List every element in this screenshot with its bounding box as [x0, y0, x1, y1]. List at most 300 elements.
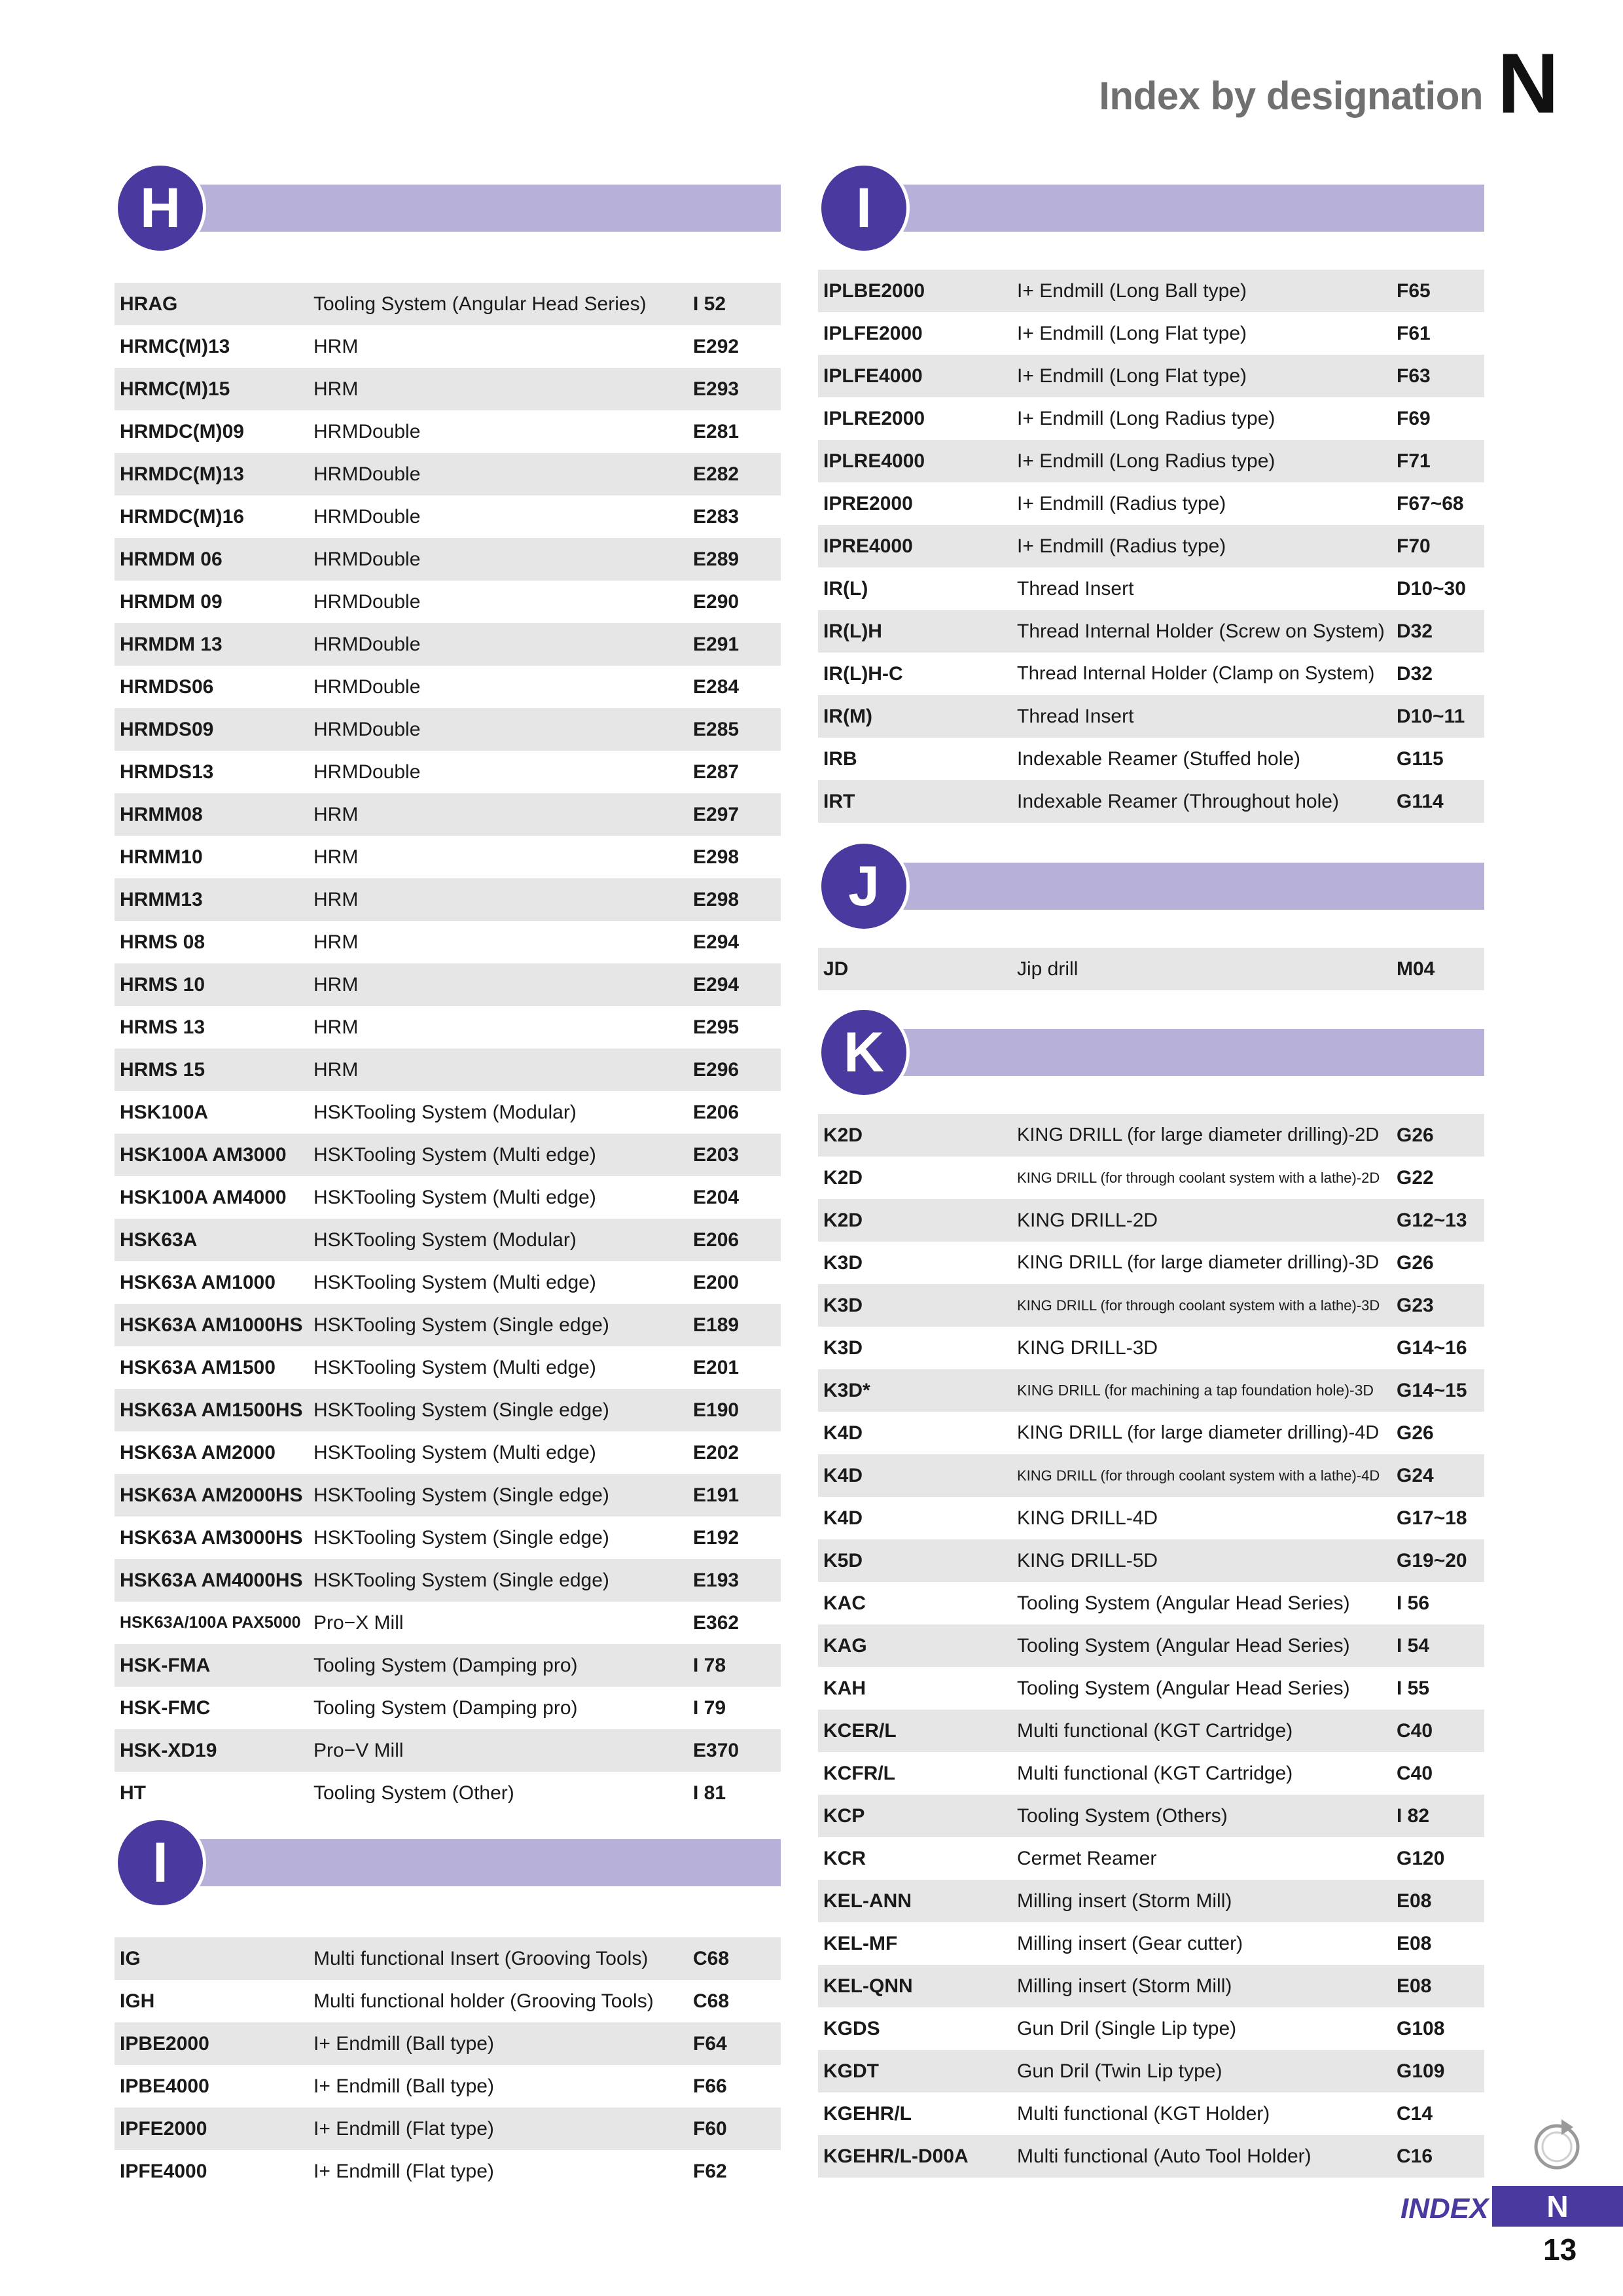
section-letter-badge: K [818, 1007, 910, 1098]
designation-cell: HSK-FMC [120, 1696, 211, 1719]
designation-cell: HRMS 10 [115, 963, 308, 1006]
table-row [115, 1729, 781, 1772]
section-letter-badge: H [115, 162, 206, 254]
description-cell: KING DRILL (for through coolant system with a lathe)-3D [1012, 1284, 1391, 1327]
table-row [818, 780, 1484, 823]
page-ref-cell: G14~15 [1391, 1369, 1484, 1412]
table-row [818, 2092, 1484, 2135]
page-ref-cell: I 79 [693, 1696, 726, 1719]
table-row [115, 1219, 781, 1261]
table-row [818, 1114, 1484, 1157]
section-bar [173, 185, 781, 232]
page-ref-cell: F67~68 [1397, 492, 1464, 514]
table-row [818, 2135, 1484, 2178]
designation-cell: HSK100A AM4000 [120, 1186, 287, 1208]
description-cell: Tooling System (Damping pro) [308, 1644, 688, 1687]
table-row [115, 283, 781, 325]
description-cell: Thread Internal Holder (Clamp on System) [1017, 663, 1375, 684]
designation-cell: IPFE2000 [115, 2108, 308, 2150]
table-row [818, 2050, 1484, 2092]
table-row [115, 1049, 781, 1091]
table-row [115, 1389, 781, 1431]
index-table [115, 283, 781, 1814]
table-row [115, 1346, 781, 1389]
designation-cell: IGH [120, 1990, 155, 2012]
table-row [115, 2150, 781, 2193]
table-row [818, 1880, 1484, 1922]
table-row [115, 1091, 781, 1134]
page-ref-cell: E189 [688, 1304, 781, 1346]
table-row [115, 1431, 781, 1474]
page-ref-cell: E291 [688, 623, 781, 666]
page-ref-cell: E203 [688, 1134, 781, 1176]
table-row [115, 1006, 781, 1049]
index-table [818, 1114, 1484, 2178]
designation-cell: HRMC(M)15 [115, 368, 308, 410]
designation-cell: IPLRE2000 [823, 407, 925, 429]
index-label[interactable]: INDEX [1400, 2193, 1489, 2225]
page-ref-cell: F61 [1397, 322, 1431, 344]
description-cell: Milling insert (Gear cutter) [1017, 1932, 1243, 1954]
designation-cell: KAC [823, 1592, 866, 1614]
designation-cell: KGEHR/L [823, 2102, 912, 2125]
table-row [818, 482, 1484, 525]
designation-cell: IPRE2000 [823, 492, 913, 514]
page-ref-cell: D32 [1397, 662, 1433, 685]
description-cell: HRM [313, 846, 359, 868]
designation-cell: HRMS 15 [115, 1049, 308, 1091]
description-cell: HRMDouble [308, 708, 688, 751]
description-cell: Thread Insert [1017, 577, 1134, 600]
page-ref-cell: G17~18 [1397, 1507, 1467, 1529]
section-header [115, 1831, 781, 1937]
description-cell: Multi functional holder (Grooving Tools) [313, 1990, 654, 2012]
description-cell: HSKTooling System (Modular) [308, 1219, 688, 1261]
page-ref-cell: E297 [688, 793, 781, 836]
designation-cell: HSK100A AM3000 [115, 1134, 308, 1176]
description-cell: HSKTooling System (Multi edge) [313, 1356, 596, 1378]
description-cell: Cermet Reamer [1017, 1847, 1157, 1869]
designation-cell: HSK63A AM1500HS [115, 1389, 308, 1431]
table-row [818, 1922, 1484, 1965]
table-row [818, 1412, 1484, 1454]
page-ref-cell: C68 [688, 1937, 781, 1980]
table-row [115, 1772, 781, 1814]
page-ref-cell: G109 [1391, 2050, 1484, 2092]
description-cell: HSKTooling System (Single edge) [308, 1304, 688, 1346]
description-cell: Indexable Reamer (Stuffed hole) [1017, 747, 1301, 770]
table-row [818, 1284, 1484, 1327]
designation-cell: IR(M) [818, 695, 1012, 738]
designation-cell: HRMC(M)13 [120, 335, 230, 357]
table-row [818, 1454, 1484, 1497]
section-header [818, 177, 1484, 270]
designation-cell: HRMS 13 [120, 1016, 205, 1038]
table-row [115, 2065, 781, 2108]
table-row [818, 1327, 1484, 1369]
designation-cell: KCR [823, 1847, 866, 1869]
designation-cell: KEL-MF [823, 1932, 898, 1954]
page-ref-cell: D10~30 [1397, 577, 1466, 600]
table-row [818, 440, 1484, 482]
designation-cell: K4D [823, 1422, 863, 1444]
page-ref-cell: G24 [1391, 1454, 1484, 1497]
description-cell: HRMDouble [308, 453, 688, 495]
page-ref-cell: E285 [688, 708, 781, 751]
description-cell: HRM [313, 1016, 359, 1038]
table-row [818, 1242, 1484, 1284]
table-row [818, 1582, 1484, 1624]
description-cell: Thread Internal Holder (Screw on System) [1012, 610, 1391, 653]
designation-cell: KEL-QNN [818, 1965, 1012, 2007]
table-row [818, 948, 1484, 990]
page-ref-cell: I 55 [1397, 1677, 1430, 1699]
description-cell: HSKTooling System (Single edge) [308, 1474, 688, 1516]
table-row [115, 751, 781, 793]
description-cell: HRMDouble [313, 675, 421, 698]
description-cell: Multi functional (Auto Tool Holder) [1012, 2135, 1391, 2178]
designation-cell: HSK63A AM3000HS [120, 1526, 303, 1549]
description-cell: I+ Endmill (Flat type) [313, 2160, 494, 2182]
page-ref-cell: E08 [1391, 1880, 1484, 1922]
table-row [818, 312, 1484, 355]
designation-cell: HSK63A AM1000 [120, 1271, 276, 1293]
designation-cell: KCFR/L [823, 1762, 895, 1784]
description-cell: I+ Endmill (Long Flat type) [1017, 322, 1247, 344]
description-cell: Multi functional Insert (Grooving Tools) [308, 1937, 688, 1980]
page-ref-cell: E283 [693, 505, 740, 528]
description-cell: HSKTooling System (Single edge) [308, 1559, 688, 1602]
description-cell: HRM [308, 963, 688, 1006]
table-row [818, 1369, 1484, 1412]
page-ref-cell: G26 [1397, 1251, 1434, 1274]
table-row [818, 1667, 1484, 1710]
refresh-arrow-icon[interactable] [1527, 2115, 1586, 2174]
page-ref-cell: E281 [693, 420, 740, 442]
page-ref-cell: G19~20 [1391, 1539, 1484, 1582]
page-ref-cell: C68 [693, 1990, 730, 2012]
description-cell: HSKTooling System (Multi edge) [313, 1441, 596, 1463]
page-ref-cell: E284 [693, 675, 740, 698]
section-header [115, 177, 781, 283]
description-cell: I+ Endmill (Flat type) [308, 2108, 688, 2150]
designation-cell: KGDS [823, 2017, 880, 2039]
page-ref-cell: E200 [693, 1271, 740, 1293]
designation-cell: IPBE4000 [120, 2075, 209, 2097]
table-row [115, 793, 781, 836]
designation-cell: HSK63A [115, 1219, 308, 1261]
page-ref-cell: G108 [1397, 2017, 1445, 2039]
page-ref-cell: G23 [1391, 1284, 1484, 1327]
description-cell: KING DRILL (for large diameter drilling)-4D [1017, 1422, 1380, 1443]
table-row [115, 1644, 781, 1687]
table-row [115, 538, 781, 581]
page-ref-cell: E08 [1391, 1965, 1484, 2007]
designation-cell: HRAG [115, 283, 308, 325]
description-cell: I+ Endmill (Long Flat type) [1012, 355, 1391, 397]
description-cell: KING DRILL (for through coolant system with a lathe)-4D [1012, 1454, 1391, 1497]
page-ref-cell: E287 [693, 761, 740, 783]
section-letter-badge: J [818, 840, 910, 932]
table-row [818, 653, 1484, 695]
designation-cell: IRT [818, 780, 1012, 823]
designation-cell: HRMM13 [115, 878, 308, 921]
description-cell: I+ Endmill (Long Ball type) [1012, 270, 1391, 312]
page-ref-cell: M04 [1391, 948, 1484, 990]
table-row [115, 495, 781, 538]
page-ref-cell: E370 [688, 1729, 781, 1772]
page-ref-cell: E204 [693, 1186, 740, 1208]
index-tab-n[interactable]: N [1492, 2186, 1623, 2227]
description-cell: HRMDouble [308, 623, 688, 666]
table-row [115, 1559, 781, 1602]
description-cell: HSKTooling System (Multi edge) [313, 1186, 596, 1208]
designation-cell: HRMDS13 [120, 761, 214, 783]
description-cell: HRM [308, 368, 688, 410]
table-row [818, 567, 1484, 610]
description-cell: HRM [308, 1049, 688, 1091]
page-ref-cell: F66 [693, 2075, 727, 2097]
section-bar [877, 1029, 1484, 1076]
table-row [115, 1134, 781, 1176]
description-cell: I+ Endmill (Long Radius type) [1012, 440, 1391, 482]
designation-cell: IR(L)H-C [823, 662, 903, 685]
description-cell: HRM [313, 931, 359, 953]
page-ref-cell: E202 [693, 1441, 740, 1463]
table-row [115, 1687, 781, 1729]
page-ref-cell: I 54 [1391, 1624, 1484, 1667]
section-i-right [818, 177, 1484, 823]
page-ref-cell: G114 [1391, 780, 1484, 823]
page-ref-cell: F65 [1391, 270, 1484, 312]
table-row [115, 708, 781, 751]
table-row [115, 2022, 781, 2065]
description-cell: HRM [308, 793, 688, 836]
designation-cell: K4D [818, 1454, 1012, 1497]
page-ref-cell: E295 [693, 1016, 740, 1038]
description-cell: Tooling System (Others) [1012, 1795, 1391, 1837]
designation-cell: HT [120, 1782, 146, 1804]
page-ref-cell: F70 [1391, 525, 1484, 567]
designation-cell: HRMDM 06 [115, 538, 308, 581]
table-row [115, 2108, 781, 2150]
description-cell: HSKTooling System (Multi edge) [308, 1134, 688, 1176]
table-row [818, 695, 1484, 738]
designation-cell: KAG [818, 1624, 1012, 1667]
designation-cell: KGDT [818, 2050, 1012, 2092]
table-row [818, 1795, 1484, 1837]
page-ref-cell: F71 [1391, 440, 1484, 482]
designation-cell: KEL-ANN [818, 1880, 1012, 1922]
page-ref-cell: E290 [693, 590, 740, 613]
page-ref-cell: E293 [688, 368, 781, 410]
designation-cell: K4D [823, 1507, 863, 1529]
page-ref-cell: I 52 [688, 283, 781, 325]
table-row [115, 581, 781, 623]
designation-cell: HSK63A AM1500 [120, 1356, 276, 1378]
designation-cell: K2D [818, 1114, 1012, 1157]
page-ref-cell: E292 [693, 335, 740, 357]
table-row [115, 836, 781, 878]
table-row [818, 738, 1484, 780]
designation-cell: KCER/L [818, 1710, 1012, 1752]
page-ref-cell: E191 [688, 1474, 781, 1516]
index-table [115, 1937, 781, 2193]
table-row [818, 270, 1484, 312]
page-number: 13 [1543, 2233, 1577, 2267]
table-row [818, 1539, 1484, 1582]
page-ref-cell: E206 [688, 1219, 781, 1261]
table-row [115, 1602, 781, 1644]
designation-cell: KAH [823, 1677, 866, 1699]
designation-cell: HSK-FMA [115, 1644, 308, 1687]
page-ref-cell: G115 [1397, 747, 1444, 770]
description-cell: HSKTooling System (Single edge) [313, 1526, 609, 1549]
page-ref-cell: C40 [1391, 1710, 1484, 1752]
description-cell: Tooling System (Damping pro) [313, 1696, 578, 1719]
table-row [115, 453, 781, 495]
designation-cell: IG [115, 1937, 308, 1980]
page-ref-cell: I 82 [1391, 1795, 1484, 1837]
table-row [115, 410, 781, 453]
page-ref-cell: G26 [1397, 1422, 1434, 1444]
designation-cell: IPLFE4000 [818, 355, 1012, 397]
description-cell: HRMDouble [313, 761, 421, 783]
designation-cell: HSK63A AM1000HS [115, 1304, 308, 1346]
designation-cell: K3D* [818, 1369, 1012, 1412]
section-bar [877, 863, 1484, 910]
designation-cell: HSK63A/100A PAX5000 [120, 1613, 301, 1632]
table-row [818, 1965, 1484, 2007]
designation-cell: HSK63A AM4000HS [115, 1559, 308, 1602]
page-ref-cell: E362 [693, 1611, 740, 1634]
description-cell: HRM [308, 878, 688, 921]
description-cell: Tooling System (Angular Head Series) [1017, 1592, 1350, 1614]
description-cell: KING DRILL-5D [1012, 1539, 1391, 1582]
page-ref-cell: F60 [688, 2108, 781, 2150]
page-ref-cell: E289 [688, 538, 781, 581]
page-ref-cell: D32 [1391, 610, 1484, 653]
designation-cell: HRMDS09 [115, 708, 308, 751]
description-cell: I+ Endmill (Radius type) [1017, 492, 1226, 514]
description-cell: HRM [313, 335, 359, 357]
designation-cell: HRMM08 [115, 793, 308, 836]
page-ref-cell: E190 [688, 1389, 781, 1431]
page-ref-cell: E298 [688, 878, 781, 921]
table-row [818, 397, 1484, 440]
table-row [818, 1199, 1484, 1242]
designation-cell: K2D [818, 1199, 1012, 1242]
page-ref-cell: E296 [688, 1049, 781, 1091]
designation-cell: IPFE4000 [120, 2160, 207, 2182]
section-bar [173, 1839, 781, 1886]
designation-cell: HRMM10 [120, 846, 203, 868]
table-row [818, 2007, 1484, 2050]
page-ref-cell: I 78 [688, 1644, 781, 1687]
description-cell: Multi functional (KGT Holder) [1017, 2102, 1270, 2125]
description-cell: KING DRILL (for large diameter drilling)-2D [1012, 1114, 1391, 1157]
description-cell: Multi functional (KGT Cartridge) [1012, 1710, 1391, 1752]
page-title: Index by designation [1099, 74, 1483, 118]
description-cell: HRMDouble [313, 505, 421, 528]
designation-cell: HRMDC(M)16 [120, 505, 244, 528]
description-cell: I+ Endmill (Long Radius type) [1017, 407, 1275, 429]
section-letter-badge: I [115, 1817, 206, 1909]
table-row [818, 1752, 1484, 1795]
description-cell: Milling insert (Storm Mill) [1012, 1880, 1391, 1922]
description-cell: HSKTooling System (Single edge) [308, 1389, 688, 1431]
designation-cell: K2D [823, 1166, 863, 1189]
description-cell: KING DRILL (for through coolant system with a lathe)-2D [1017, 1169, 1380, 1186]
designation-cell: HRMDM 09 [120, 590, 223, 613]
description-cell: KING DRILL (for machining a tap foundation hole)-3D [1012, 1369, 1391, 1412]
page-ref-cell: G26 [1391, 1114, 1484, 1157]
designation-cell: IPRE4000 [818, 525, 1012, 567]
page-ref-cell: C16 [1391, 2135, 1484, 2178]
description-cell: Jip drill [1012, 948, 1391, 990]
designation-cell: K3D [818, 1284, 1012, 1327]
description-cell: Gun Dril (Twin Lip type) [1012, 2050, 1391, 2092]
section-i-left [115, 1831, 781, 2193]
description-cell: I+ Endmill (Ball type) [308, 2022, 688, 2065]
table-row [115, 325, 781, 368]
description-cell: HRMDouble [313, 420, 421, 442]
description-cell: KING DRILL (for large diameter drilling)-3D [1017, 1252, 1380, 1273]
designation-cell: IR(L) [823, 577, 868, 600]
page-ref-cell: I 81 [693, 1782, 726, 1804]
designation-cell: HSK63A AM2000 [120, 1441, 276, 1463]
description-cell: HSKTooling System (Modular) [313, 1101, 577, 1123]
table-row [818, 1157, 1484, 1199]
description-cell: Tooling System (Angular Head Series) [308, 283, 688, 325]
description-cell: KING DRILL-2D [1012, 1199, 1391, 1242]
page-ref-cell: I 56 [1397, 1592, 1430, 1614]
description-cell: Tooling System (Angular Head Series) [1017, 1677, 1350, 1699]
page-ref-cell: E298 [693, 846, 740, 868]
designation-cell: IPLBE2000 [818, 270, 1012, 312]
description-cell: I+ Endmill (Radius type) [1012, 525, 1391, 567]
page-ref-cell: E294 [688, 963, 781, 1006]
designation-cell: IPBE2000 [115, 2022, 308, 2065]
designation-cell: K5D [818, 1539, 1012, 1582]
description-cell: HSKTooling System (Multi edge) [313, 1271, 596, 1293]
description-cell: Thread Insert [1012, 695, 1391, 738]
table-row [818, 1710, 1484, 1752]
description-cell: I+ Endmill (Ball type) [313, 2075, 494, 2097]
description-cell: Tooling System (Other) [313, 1782, 514, 1804]
page-ref-cell: E193 [688, 1559, 781, 1602]
page-ref-cell: F69 [1397, 407, 1431, 429]
section-k [818, 1021, 1484, 2178]
table-row [115, 1176, 781, 1219]
designation-cell: KGEHR/L-D00A [818, 2135, 1012, 2178]
designation-cell: KCP [818, 1795, 1012, 1837]
description-cell: Gun Dril (Single Lip type) [1017, 2017, 1237, 2039]
designation-cell: HRMS 08 [120, 931, 205, 953]
designation-cell: K3D [823, 1251, 863, 1274]
section-j [818, 855, 1484, 990]
table-row [115, 623, 781, 666]
page-ref-cell: F62 [693, 2160, 727, 2182]
table-row [818, 1837, 1484, 1880]
table-row [115, 666, 781, 708]
designation-cell: IPLRE4000 [818, 440, 1012, 482]
description-cell: Multi functional (KGT Cartridge) [1017, 1762, 1293, 1784]
page-ref-cell: E201 [693, 1356, 740, 1378]
table-row [115, 878, 781, 921]
page-ref-cell: E294 [693, 931, 740, 953]
designation-cell: IRB [823, 747, 857, 770]
